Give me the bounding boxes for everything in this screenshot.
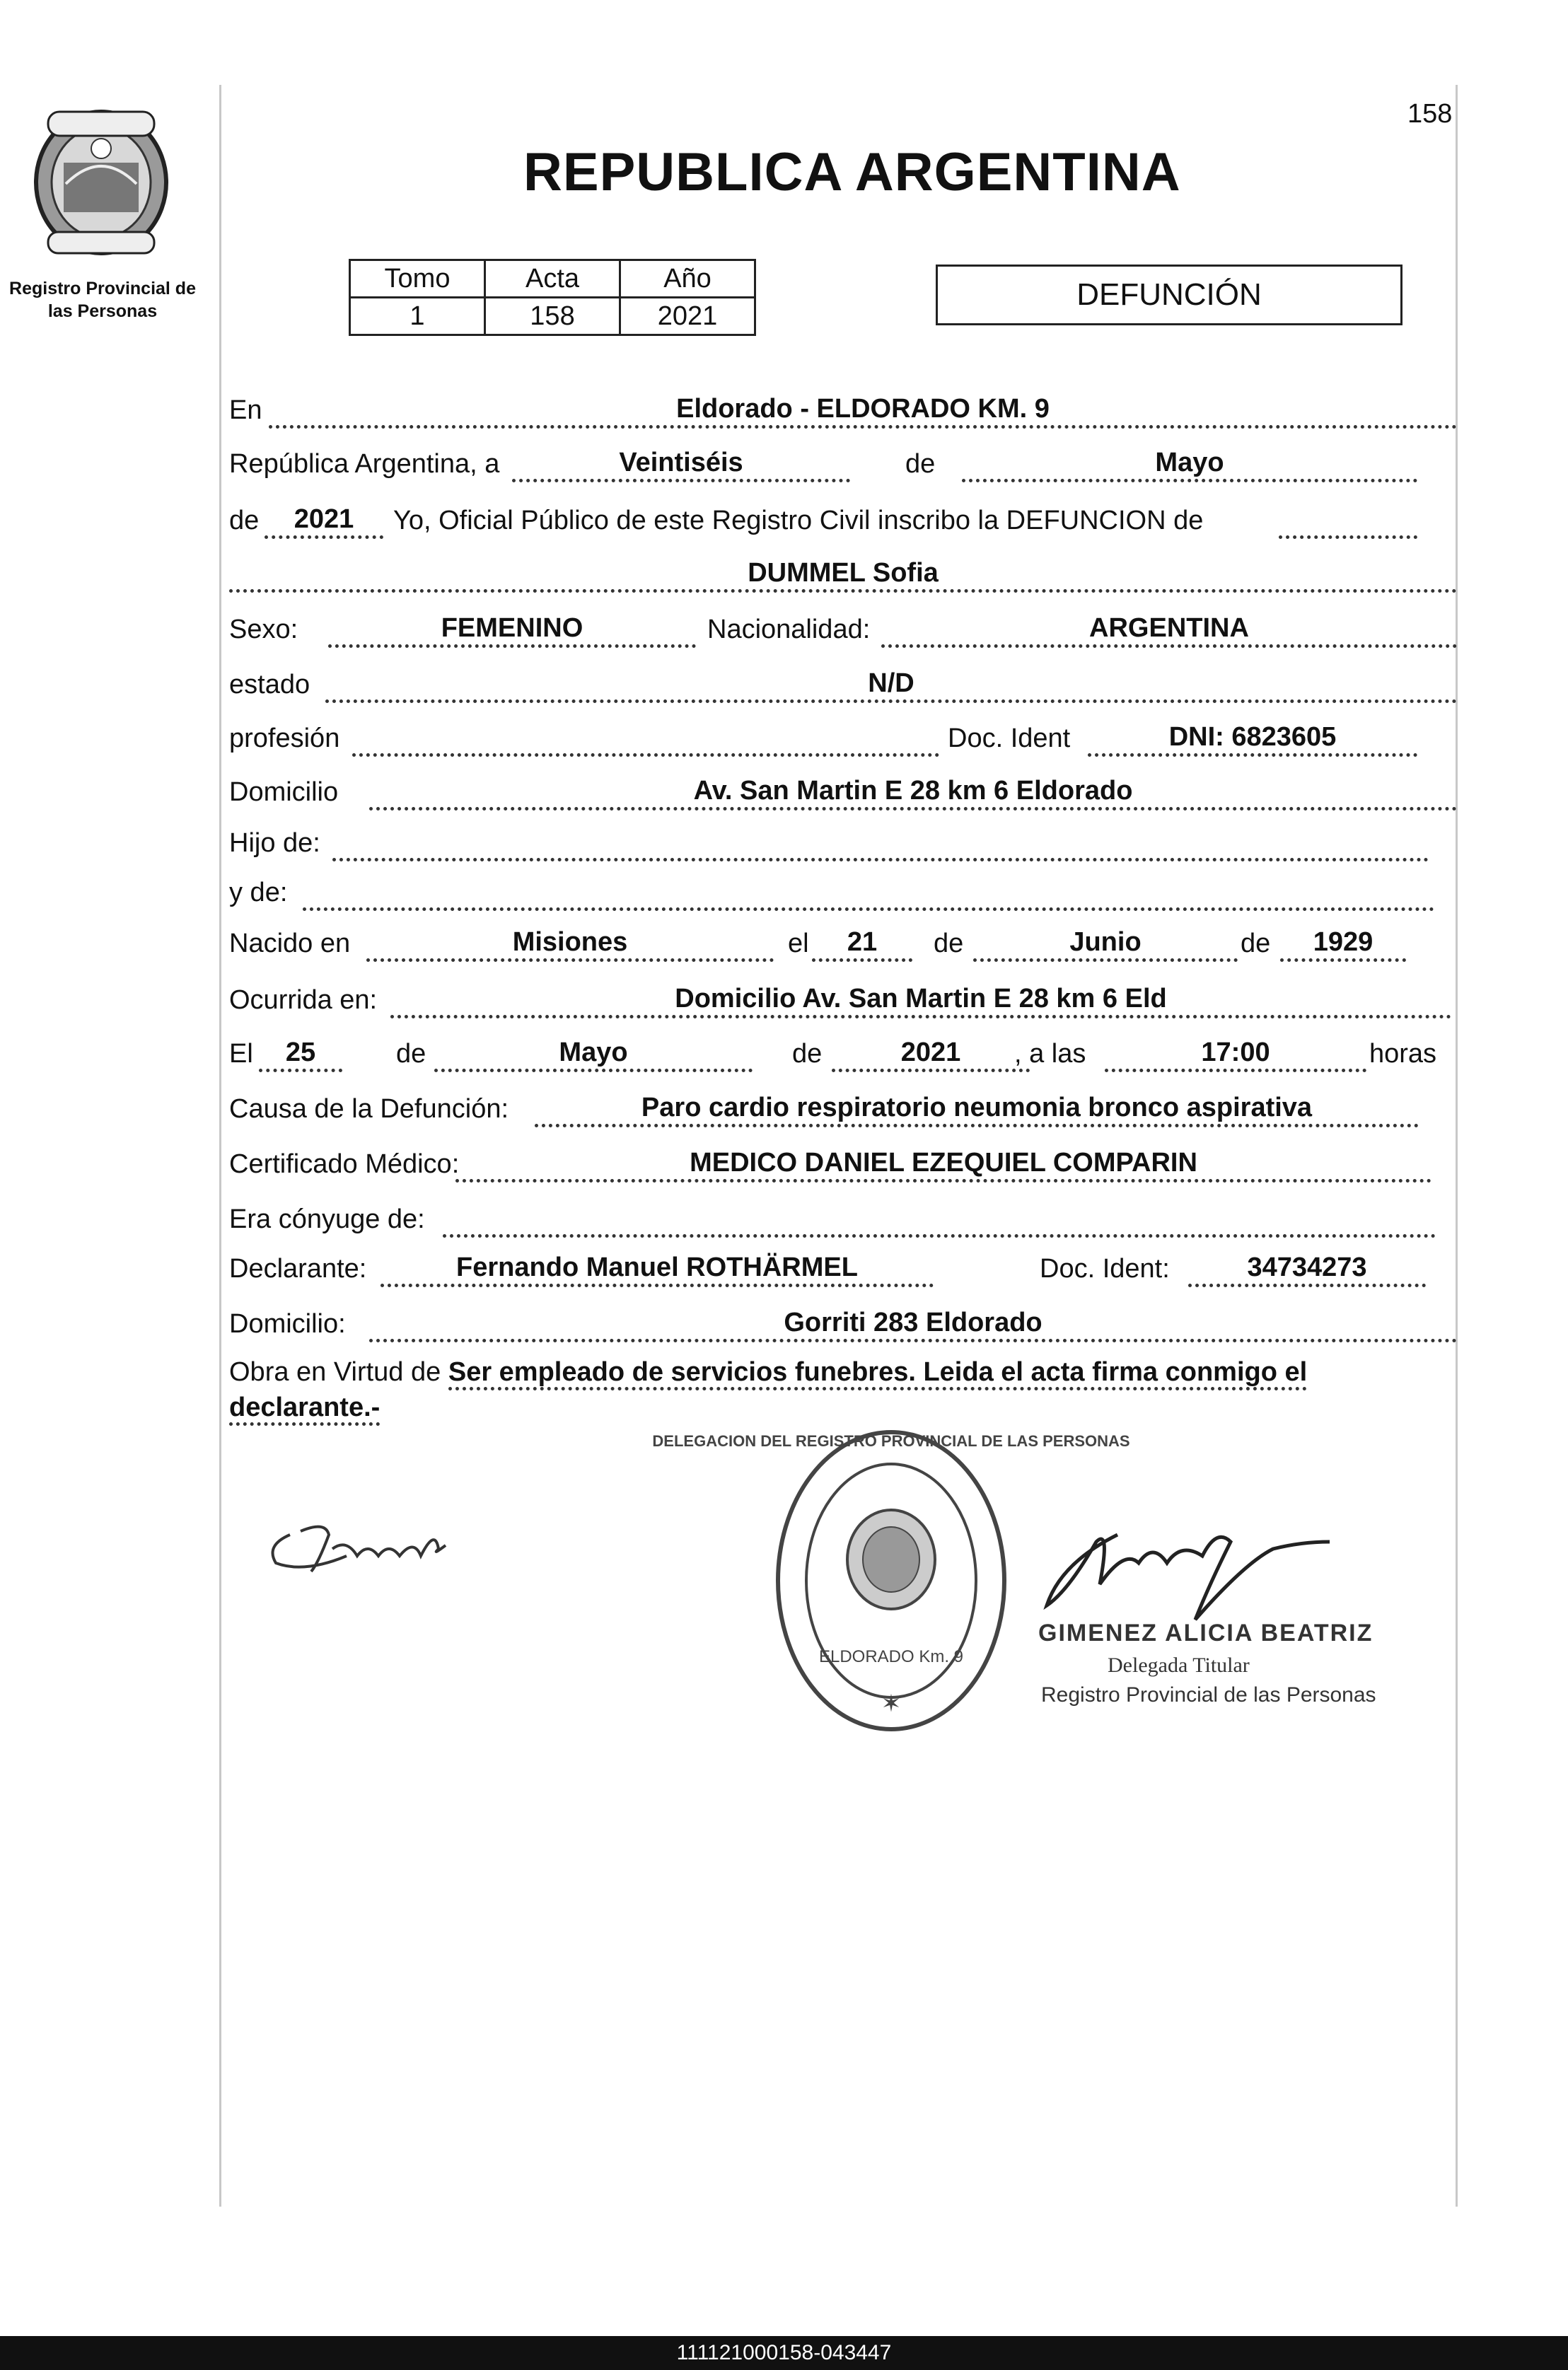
nationality-field: ARGENTINA bbox=[881, 610, 1457, 648]
document-title: REPUBLICA ARGENTINA bbox=[523, 142, 1181, 202]
official-name: GIMENEZ ALICIA BEATRIZ bbox=[1038, 1620, 1374, 1646]
death-year-field: 2021 bbox=[832, 1035, 1030, 1072]
declarant-row: Declarante: Fernando Manuel ROTHÄRMEL Doc. Ident: 34734273 bbox=[229, 1252, 1457, 1287]
place-field: Eldorado - ELDORADO KM. 9 bbox=[269, 391, 1457, 429]
birth-row: Nacido en Misiones el 21 de Junio de 1929 bbox=[229, 926, 1457, 962]
place-row: En Eldorado - ELDORADO KM. 9 bbox=[229, 393, 1457, 429]
spouse-field bbox=[443, 1200, 1436, 1238]
death-place-field: Domicilio Av. San Martin E 28 km 6 Eld bbox=[390, 981, 1451, 1018]
mother-field bbox=[303, 873, 1434, 911]
delegation-stamp bbox=[652, 1422, 1130, 1747]
doctor-field: MEDICO DANIEL EZEQUIEL COMPARIN bbox=[455, 1145, 1431, 1183]
table-header: Acta bbox=[485, 260, 620, 298]
document-type-box: DEFUNCIÓN bbox=[936, 265, 1403, 325]
birth-month-field: Junio bbox=[973, 924, 1238, 962]
svg-text:ELDORADO Km. 9: ELDORADO Km. 9 bbox=[818, 1647, 964, 1666]
table-cell: 1 bbox=[350, 298, 485, 335]
province-seal-icon bbox=[27, 99, 175, 262]
certificate-row: Certificado Médico: MEDICO DANIEL EZEQUIEL COMPARIN bbox=[229, 1147, 1457, 1183]
death-day-field: 25 bbox=[259, 1035, 342, 1072]
estado-row: estado N/D bbox=[229, 668, 1457, 703]
page-number: 158 bbox=[1407, 99, 1453, 129]
dni-field: DNI: 6823605 bbox=[1088, 719, 1417, 757]
table-header: Tomo bbox=[350, 260, 485, 298]
table-cell: 2021 bbox=[620, 298, 755, 335]
birth-year-field: 1929 bbox=[1280, 924, 1406, 962]
obra-paragraph: Obra en Virtud de Ser empleado de servicios funebres. Leida el acta firma conmigo el declarante.- bbox=[229, 1354, 1457, 1425]
profession-row: profesión Doc. Ident DNI: 6823605 bbox=[229, 721, 1457, 757]
name-row bbox=[229, 557, 1457, 593]
declarant-signature bbox=[262, 1506, 460, 1584]
cause-field: Paro cardio respiratorio neumonia bronco aspirativa bbox=[535, 1090, 1419, 1127]
declarant-doc-field: 34734273 bbox=[1188, 1250, 1426, 1287]
cause-row: Causa de la Defunción: Paro cardio respiratorio neumonia bronco aspirativa bbox=[229, 1092, 1457, 1127]
death-date-row: El 25 de Mayo de 2021 , a las 17:00 horas bbox=[229, 1037, 1457, 1072]
spouse-row: Era cónyuge de: bbox=[229, 1202, 1457, 1238]
date-row: República Argentina, a Veintiséis de Mayo bbox=[229, 447, 1457, 482]
tomo-acta-ano-table bbox=[349, 259, 756, 336]
death-month-field: Mayo bbox=[434, 1035, 753, 1072]
year-field: 2021 bbox=[265, 501, 383, 539]
month-field: Mayo bbox=[962, 445, 1417, 482]
table-header: Año bbox=[620, 260, 755, 298]
document-code: 111121000158-043447 bbox=[0, 2336, 1568, 2370]
year-row-blank bbox=[1279, 501, 1417, 539]
address-field: Av. San Martin E 28 km 6 Eldorado bbox=[369, 773, 1457, 811]
birth-day-field: 21 bbox=[812, 924, 912, 962]
svg-text:DELEGACION DEL REGISTRO PROVIN: DELEGACION DEL REGISTRO PROVINCIAL DE LAS PERSONAS bbox=[652, 1432, 1130, 1450]
official-org: Registro Provincial de las Personas bbox=[1041, 1683, 1376, 1707]
day-field: Veintiséis bbox=[512, 445, 850, 482]
svg-text:✶: ✶ bbox=[881, 1690, 902, 1717]
sex-nationality-row: Sexo: FEMENINO Nacionalidad: ARGENTINA bbox=[229, 612, 1457, 648]
parent1-row: Hijo de: bbox=[229, 826, 1457, 861]
table-cell: 158 bbox=[485, 298, 620, 335]
left-margin-line bbox=[219, 85, 221, 2207]
death-place-row: Ocurrida en: Domicilio Av. San Martin E 28 km 6 Eld bbox=[229, 983, 1457, 1018]
profession-field bbox=[352, 719, 939, 757]
estado-field: N/D bbox=[325, 666, 1457, 703]
registry-label: Registro Provincial de las Personas bbox=[9, 279, 196, 321]
official-title: Delegada Titular bbox=[1108, 1654, 1250, 1677]
obra-text: Ser empleado de servicios funebres. Leida el acta firma conmigo el declarante.- bbox=[229, 1357, 1307, 1426]
birth-place-field: Misiones bbox=[366, 924, 774, 962]
father-field bbox=[332, 824, 1429, 861]
year-row: de 2021 Yo, Oficial Público de este Registro Civil inscribo la DEFUNCION de bbox=[229, 504, 1457, 539]
declarant-field: Fernando Manuel ROTHÄRMEL bbox=[381, 1250, 934, 1287]
parent2-row: y de: bbox=[229, 876, 1457, 911]
deceased-name-field: DUMMEL Sofia bbox=[229, 555, 1457, 593]
sex-field: FEMENINO bbox=[328, 610, 696, 648]
address-row: Domicilio Av. San Martin E 28 km 6 Eldorado bbox=[229, 775, 1457, 811]
death-time-field: 17:00 bbox=[1105, 1035, 1366, 1072]
declarant-address-field: Gorriti 283 Eldorado bbox=[369, 1305, 1457, 1342]
declarant-address-row: Domicilio: Gorriti 283 Eldorado bbox=[229, 1307, 1457, 1342]
